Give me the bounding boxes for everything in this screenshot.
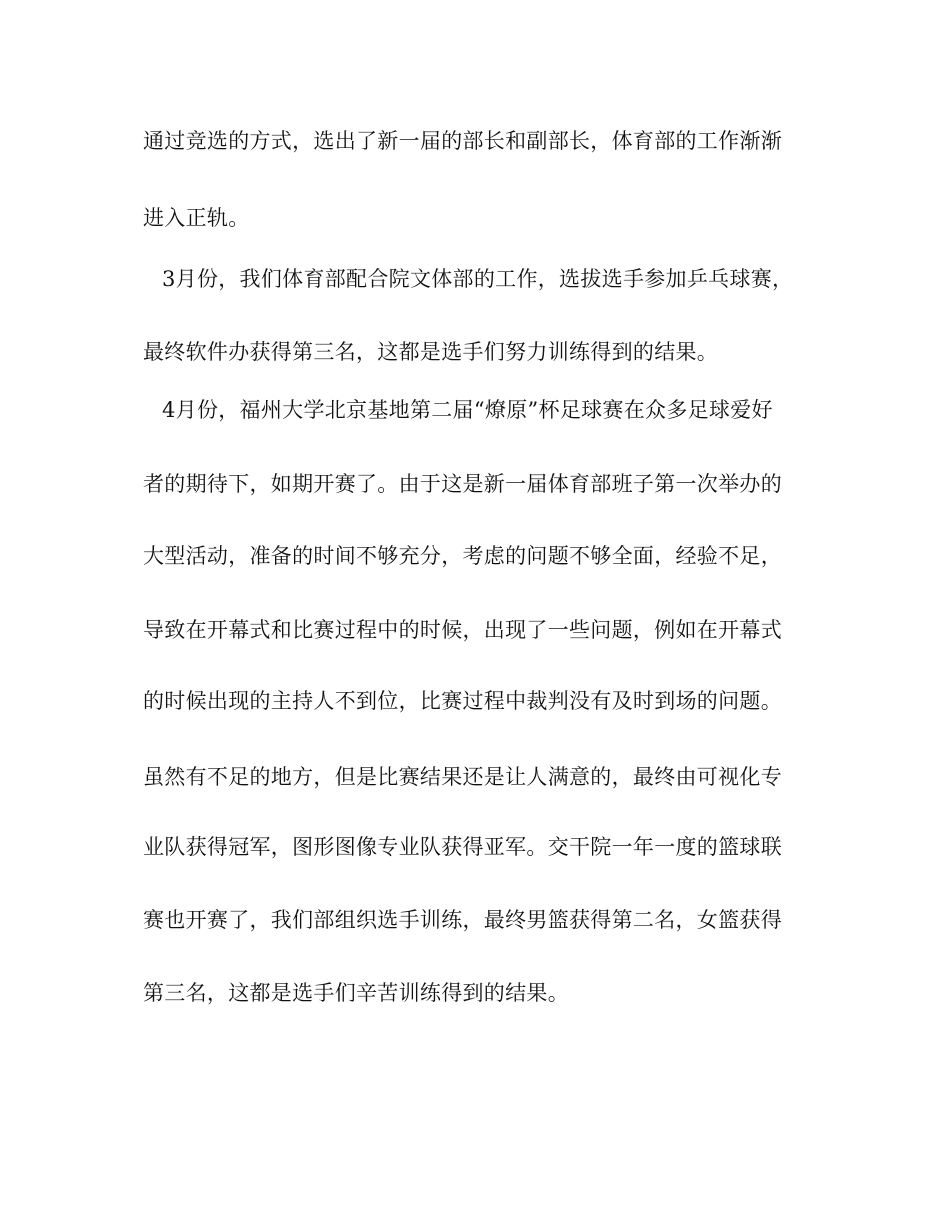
paragraph-line: 业队获得冠军，图形图像专业队获得亚军。交干院一年一度的篮球联 (143, 835, 782, 859)
paragraph-line: 导致在开幕式和比赛过程中的时候，出现了一些问题，例如在开幕式 (143, 618, 782, 642)
paragraph-line: 大型活动，准备的时间不够充分，考虑的问题不够全面，经验不足， (143, 544, 782, 568)
paragraph-line: 的时候出现的主持人不到位，比赛过程中裁判没有及时到场的问题。 (143, 689, 782, 713)
paragraph-line: 通过竞选的方式，选出了新一届的部长和副部长，体育部的工作渐渐 (143, 129, 782, 153)
paragraph-line: 3月份，我们体育部配合院文体部的工作，选拔选手参加乒乓球赛， (162, 267, 794, 291)
paragraph-line: 赛也开赛了，我们部组织选手训练，最终男篮获得第二名，女篮获得 (143, 908, 782, 932)
paragraph-line: 4月份，福州大学北京基地第二届“燎原”杯足球赛在众多足球爱好 (162, 398, 773, 422)
paragraph-line: 第三名，这都是选手们辛苦训练得到的结果。 (143, 981, 569, 1005)
paragraph-line: 虽然有不足的地方，但是比赛结果还是让人满意的，最终由可视化专 (143, 765, 782, 789)
paragraph-line: 最终软件办获得第三名，这都是选手们努力训练得到的结果。 (143, 340, 719, 364)
paragraph-line: 者的期待下，如期开赛了。由于这是新一届体育部班子第一次举办的 (143, 472, 782, 496)
paragraph-line: 进入正轨。 (143, 206, 250, 230)
